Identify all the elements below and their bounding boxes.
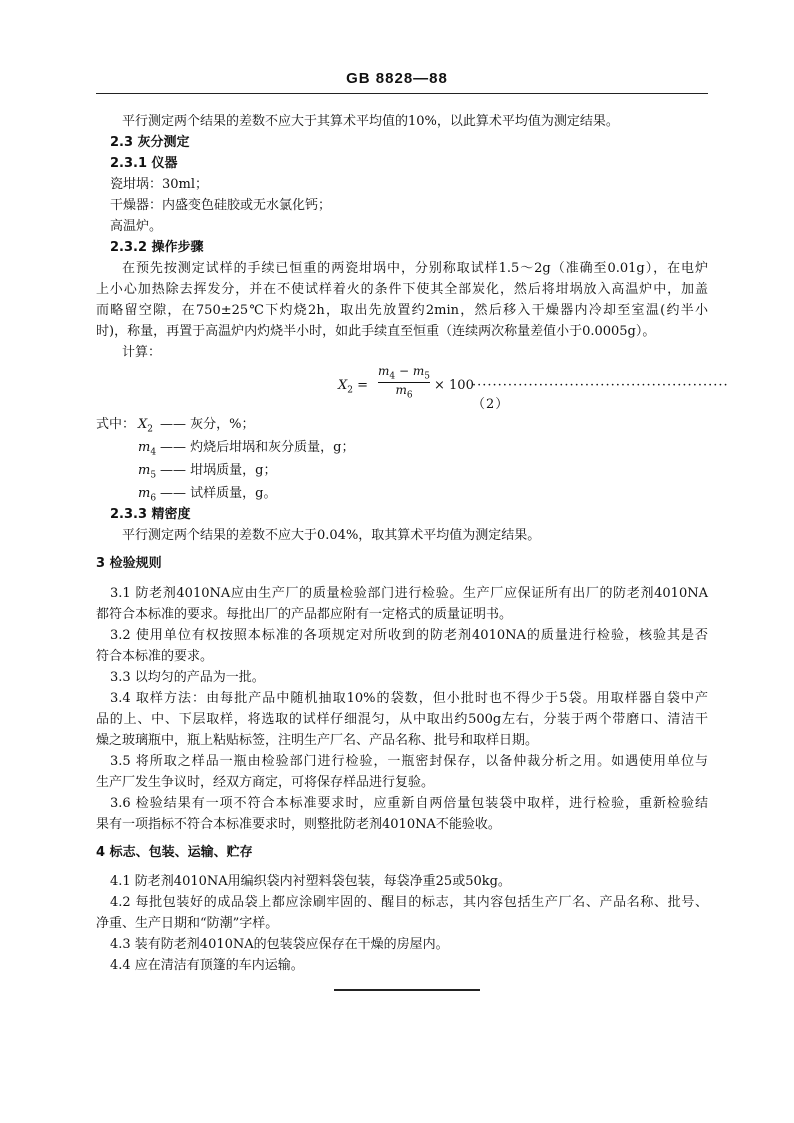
procedure-line-3: 而略留空隙，在750±25℃下灼烧2h，取出先放置约2min，然后移入干燥器内冷却至室温(约半小 [96,303,708,318]
rule-3-5-line-2: 生产厂发生争议时，经双方商定，可将保存样品进行复验。 [96,775,435,790]
where-label: 式中： [96,417,136,432]
variable-symbol: $m_6$ [138,486,157,504]
rule-3-3: 3.3 以均匀的产品为一批。 [110,670,265,685]
rule-4-2-line-2: 净重、生产日期和“防潮”字样。 [96,916,279,931]
rule-3-4-line-2: 品的上、中、下层取样，将选取的试样仔细混匀，从中取出约500g左右，分装于两个带磨口、清洁干 [96,712,708,727]
variable-def-m4: $m_4$ —— 灼烧后坩埚和灰分质量，g； [138,439,354,462]
rule-3-2-line-2: 符合本标准的要求。 [96,649,214,664]
formula-multiplier: × 100 [434,378,474,393]
end-of-document-rule [334,989,480,991]
variable-symbol: $m_4$ [138,440,157,458]
section-heading-4: 4 标志、包装、运输、贮存 [96,845,253,860]
rule-3-1-line-2: 都符合本标准的要求。每批出厂的产品都应附有一定格式的质量证明书。 [96,607,513,622]
procedure-line-4: 时)，称量，再置于高温炉内灼烧半小时，如此手续直至恒重（连续两次称量差值小于0.0005g）。 [96,324,656,339]
paragraph-precision-ash: 平行测定两个结果的差数不应大于0.04%，取其算术平均值为测定结果。 [122,528,541,543]
rule-3-4-line-1: 3.4 取样方法：由每批产品中随机抽取10%的袋数，但小批时也不得少于5袋。用取样器自袋中产 [110,691,708,706]
procedure-line-2: 上小心加热除去挥发分，并在不使试样着火的条件下使其全部炭化，然后将坩埚放入高温炉中，加盖 [96,282,708,297]
variable-symbol: $X_2$ [138,417,153,435]
instrument-item-furnace: 高温炉。 [110,219,163,234]
ash-formula [338,364,729,412]
procedure-line-1: 在预先按测定试样的手续已恒重的两瓷坩埚中，分别称取试样1.5～2g（准确至0.01g），在电炉 [122,261,708,276]
calculation-label: 计算： [122,345,162,360]
header-rule [96,93,708,94]
rule-3-6-line-1: 3.6 检验结果有一项不符合本标准要求时，应重新自两倍量包装袋中取样，进行检验，重新检验结 [110,796,708,811]
section-heading-2-3: 2.3 灰分测定 [110,135,190,150]
rule-4-3: 4.3 装有防老剂4010NA的包装袋应保存在干燥的房屋内。 [110,937,449,952]
variable-def-m6: $m_6$ —— 试样质量，g。 [138,485,276,508]
instrument-item-crucible: 瓷坩埚：30ml； [110,177,209,192]
standard-number-header: GB 8828—88 [346,70,448,87]
instrument-item-desiccator: 干燥器：内盛变色硅胶或无水氯化钙； [110,198,332,213]
paragraph-precision-ash-content: 平行测定两个结果的差数不应大于其算术平均值的10%，以此算术平均值为测定结果。 [122,114,619,129]
formula-denominator: $m_6$ [395,383,413,401]
formula-label: （2） [472,397,510,412]
formula-numerator: $m_4 - m_5$ [378,364,430,382]
formula-lhs: $X_2$ = [338,378,369,396]
section-heading-2-3-1: 2.3.1 仪器 [110,156,178,171]
formula-leader-dots: ·················································· （2） [472,378,729,412]
rule-3-4-line-3: 燥之玻璃瓶中，瓶上粘贴标签，注明生产厂名、产品名称、批号和取样日期。 [96,733,539,748]
variable-symbol: $m_5$ [138,463,157,481]
rule-4-2-line-1: 4.2 每批包装好的成品袋上都应涂刷牢固的、醒目的标志，其内容包括生产厂名、产品名称、批号、 [110,895,708,910]
rule-4-4: 4.4 应在清洁有顶篷的车内运输。 [110,958,304,973]
rule-3-5-line-1: 3.5 将所取之样品一瓶由检验部门进行检验，一瓶密封保存，以备仲裁分析之用。如遇使用单位与 [110,754,708,769]
section-heading-2-3-2: 2.3.2 操作步骤 [110,240,204,255]
rule-3-2-line-1: 3.2 使用单位有权按照本标准的各项规定对所收到的防老剂4010NA的质量进行检验，核验其是否 [110,628,708,643]
formula-fraction [378,364,430,400]
rule-3-6-line-2: 果有一项指标不符合本标准要求时，则整批防老剂4010NA不能验收。 [96,817,501,832]
section-heading-3: 3 检验规则 [96,556,162,571]
rule-4-1: 4.1 防老剂4010NA用编织袋内衬塑料袋包装，每袋净重25或50kg。 [110,874,511,889]
section-heading-2-3-3: 2.3.3 精密度 [110,507,191,522]
variable-def-m5: $m_5$ —— 坩埚质量，g； [138,462,276,485]
rule-3-1-line-1: 3.1 防老剂4010NA应由生产厂的质量检验部门进行检验。生产厂应保证所有出厂的防老剂4010NA [110,586,708,601]
variable-def-x2: $X_2$ —— 灰分，%； [138,416,255,439]
